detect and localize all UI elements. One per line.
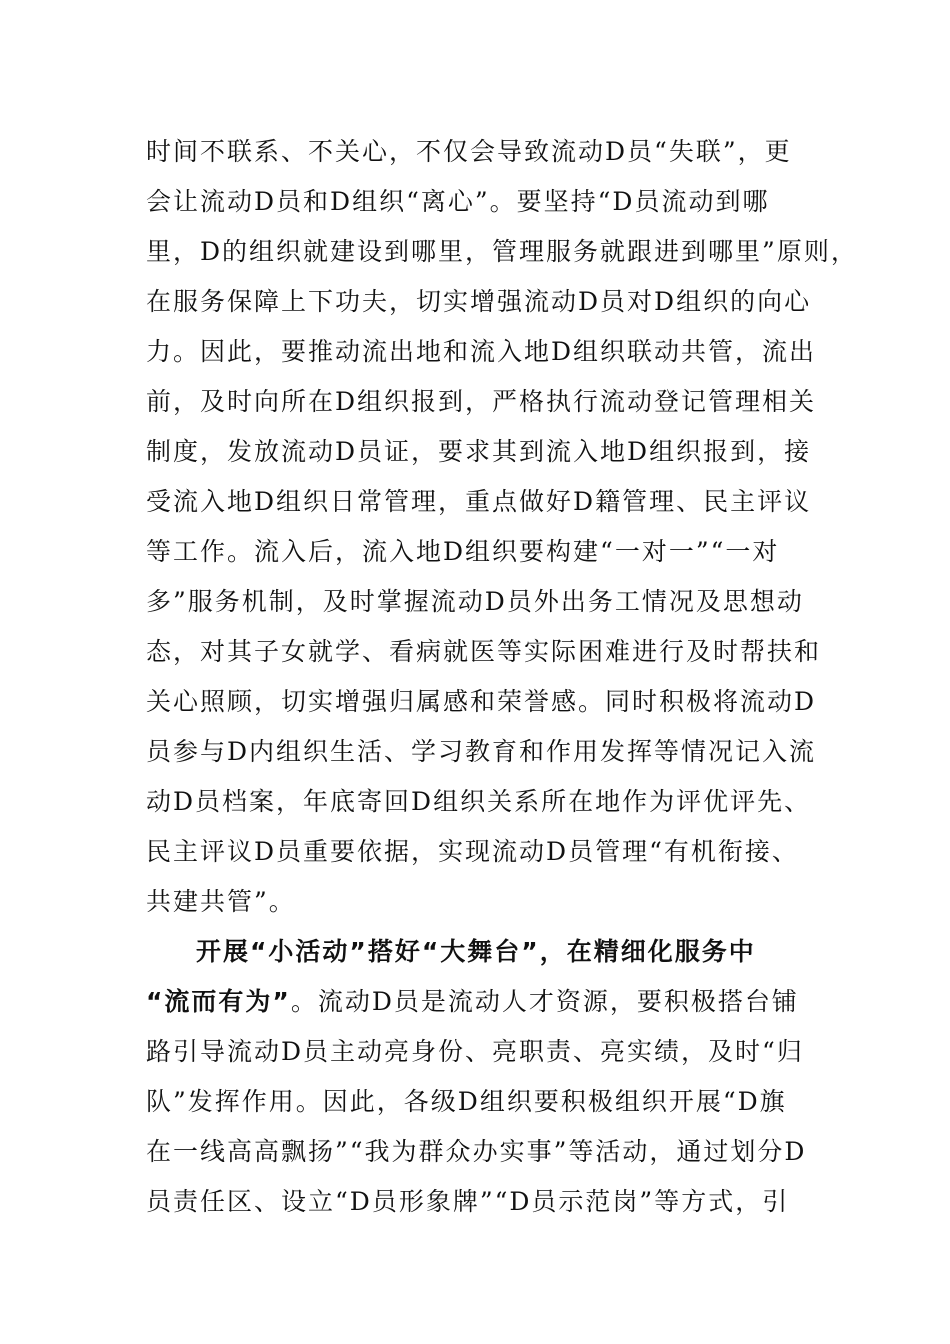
text-line: 在一线高高飘扬”“我为群众办实事”等活动，通过划分D xyxy=(146,1137,807,1166)
text-line: 受流入地D组织日常管理，重点做好D籍管理、民主评议 xyxy=(146,487,812,516)
text-line: 会让流动D员和D组织“离心”。要坚持“D员流动到哪 xyxy=(146,187,770,216)
text-line: 共建共管”。 xyxy=(146,887,296,916)
text-line: 态，对其子女就学、看病就医等实际困难进行及时帮扶和 xyxy=(146,637,822,666)
text-line: 多”服务机制，及时掌握流动D员外出务工情况及思想动 xyxy=(146,587,804,616)
text-line: 在服务保障上下功夫，切实增强流动D员对D组织的向心 xyxy=(146,287,812,316)
text-line: 路引导流动D员主动亮身份、亮职责、亮实绩，及时“归 xyxy=(146,1037,804,1066)
text-line: 员参与D内组织生活、学习教育和作用发挥等情况记入流 xyxy=(146,737,817,766)
text-line: 前，及时向所在D组织报到，严格执行流动登记管理相关 xyxy=(146,387,817,416)
text-line: 力。因此，要推动流出地和流入地D组织联动共管，流出 xyxy=(146,337,817,366)
text-line: 等工作。流入后，流入地D组织要构建“一对一”“一对 xyxy=(146,537,780,566)
text-line xyxy=(146,987,799,1017)
text-segment: 。流动D员是流动人才资源，要积极搭台铺 xyxy=(290,987,799,1016)
text-line: 员责任区、设立“D员形象牌”“D员示范岗”等方式，引 xyxy=(146,1187,790,1216)
text-line: 关心照顾，切实增强归属感和荣誉感。同时积极将流动D xyxy=(146,687,817,716)
text-line: 里，D的组织就建设到哪里，管理服务就跟进到哪里”原则， xyxy=(146,237,858,266)
section-heading: 开展“小活动”搭好“大舞台”，在精细化服务中 xyxy=(196,937,756,966)
text-line: 制度，发放流动D员证，要求其到流入地D组织报到，接 xyxy=(146,437,812,466)
text-line: 时间不联系、不关心，不仅会导致流动D员“失联”，更 xyxy=(146,137,792,166)
text-line: 队”发挥作用。因此，各级D组织要积极组织开展“D旗 xyxy=(146,1087,787,1116)
text-line: 民主评议D员重要依据，实现流动D员管理“有机衔接、 xyxy=(146,837,799,866)
section-heading-continuation: “流而有为” xyxy=(146,987,291,1016)
text-line: 动D员档案，年底寄回D组织关系所在地作为评优评先、 xyxy=(146,787,812,816)
